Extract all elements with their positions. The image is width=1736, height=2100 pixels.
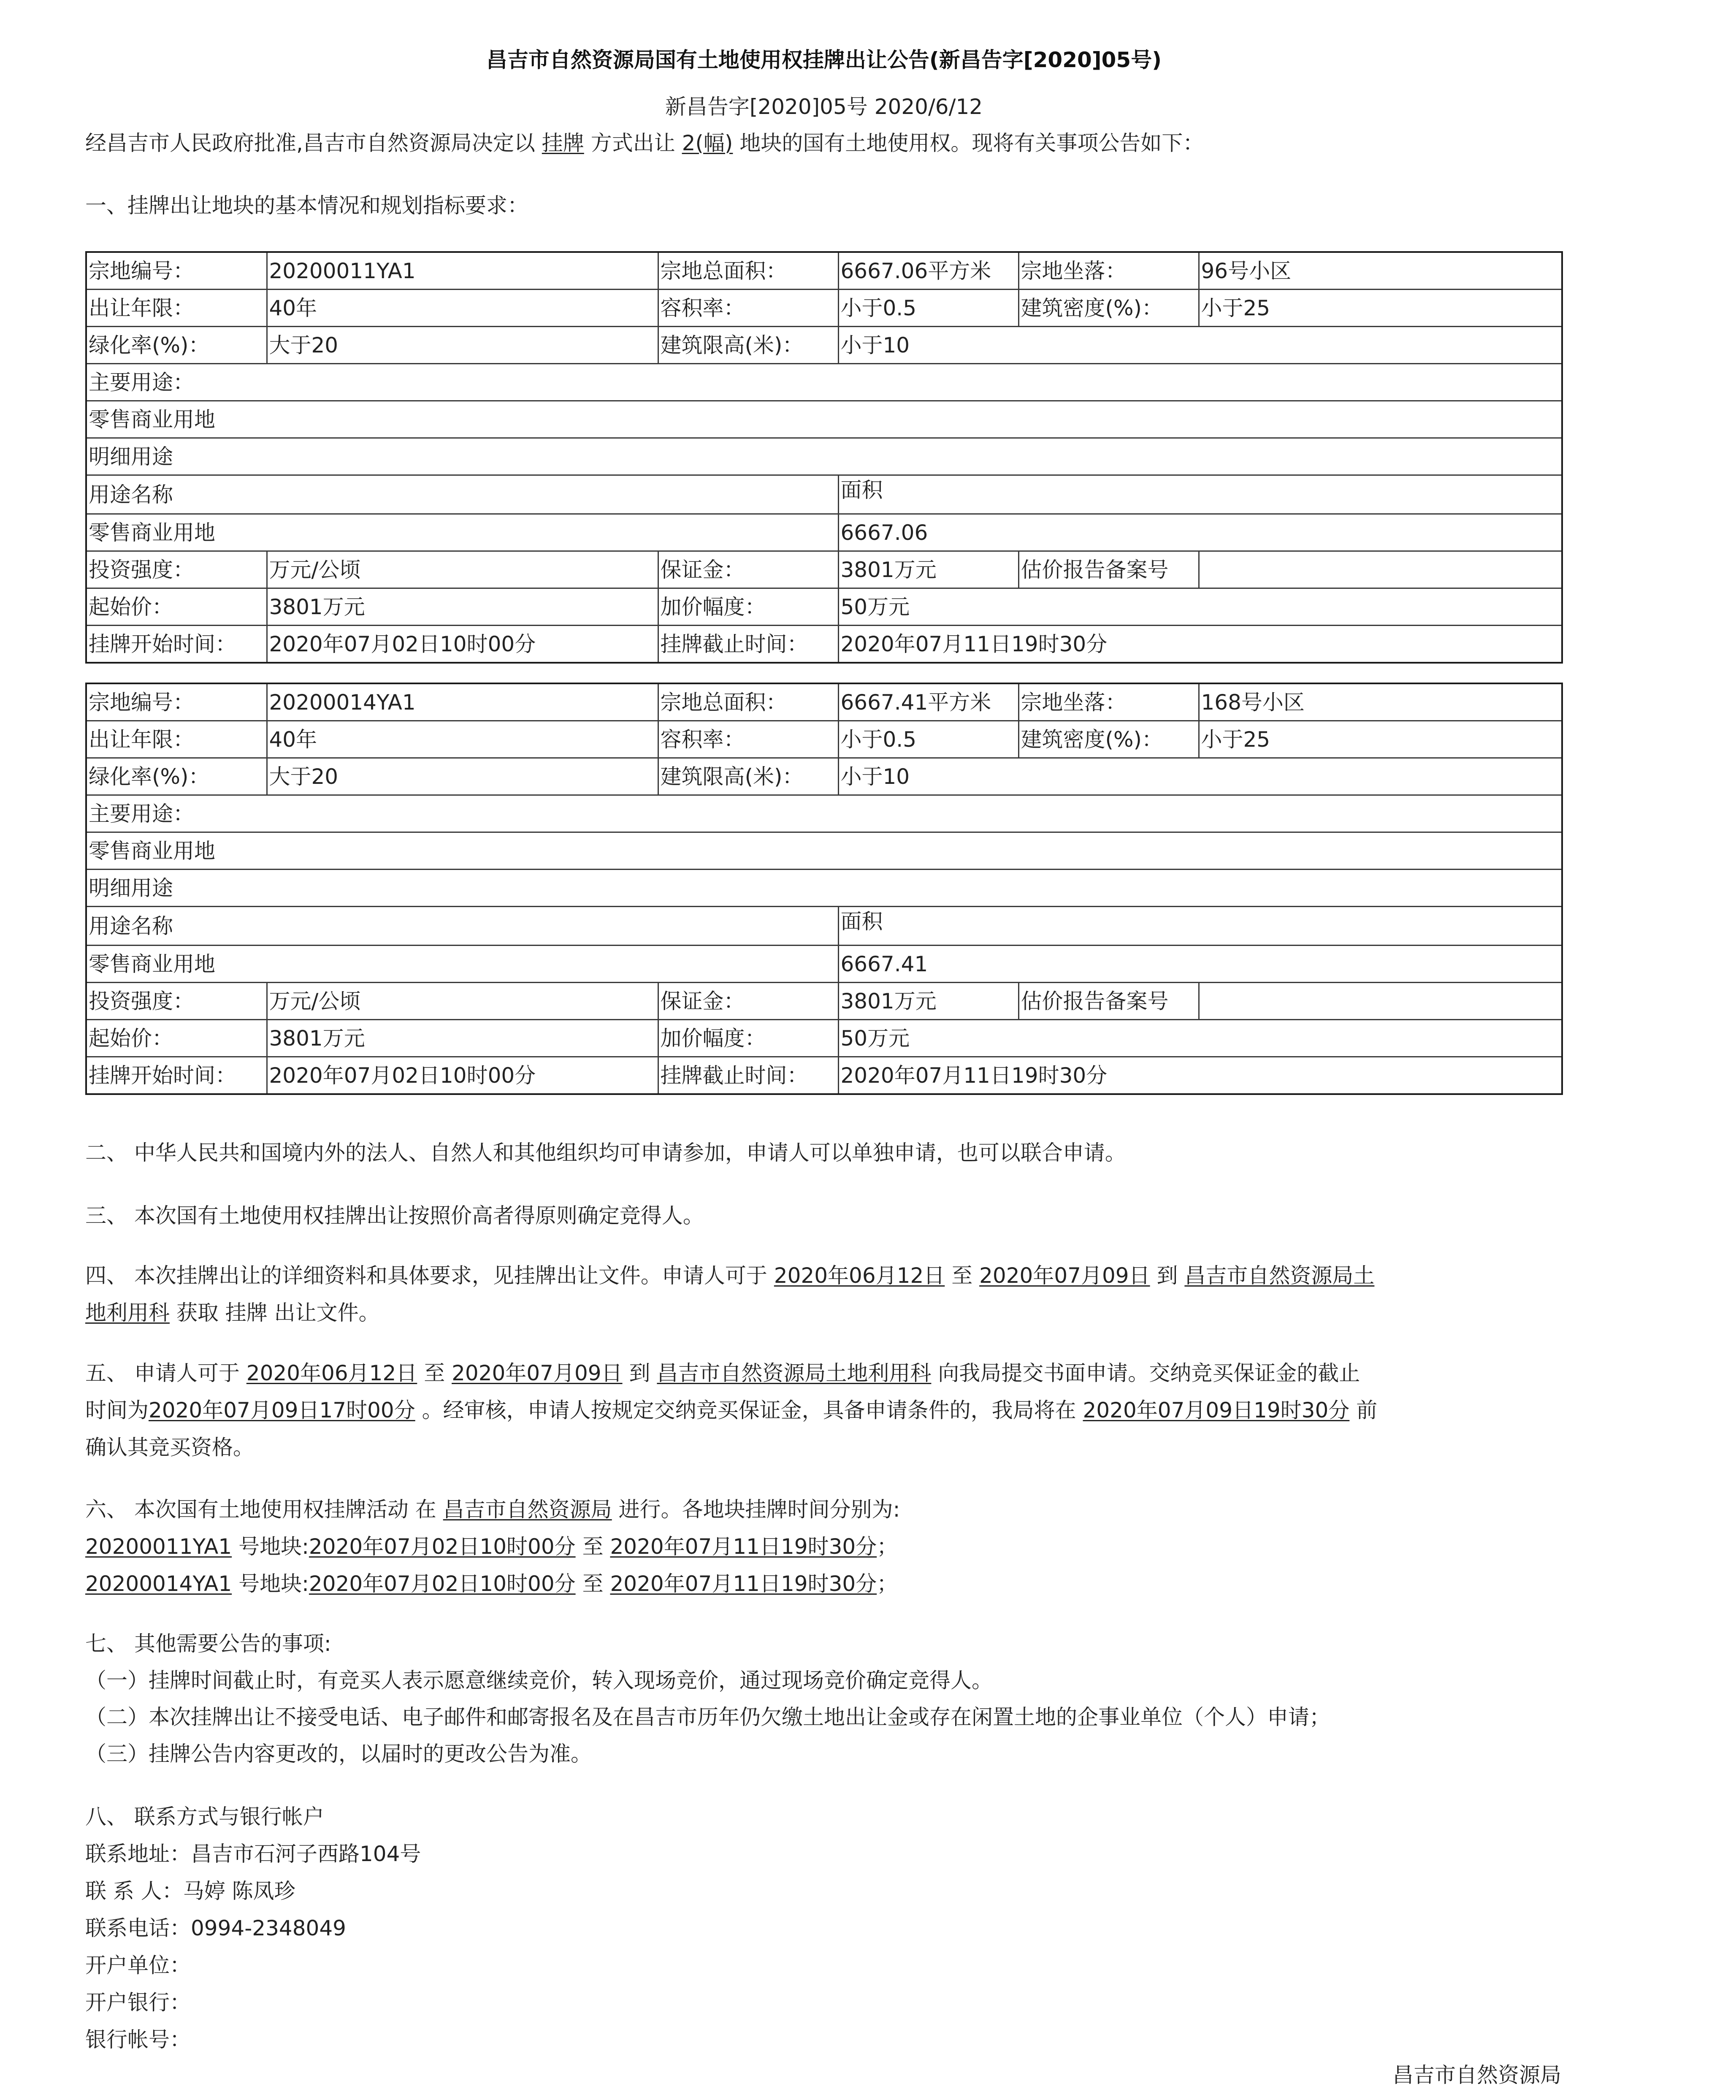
- sale-method-link[interactable]: 挂牌: [542, 131, 584, 155]
- section-5-text: 五、 申请人可于: [85, 1361, 246, 1385]
- table-row: [86, 626, 1562, 663]
- table-row: [86, 1057, 1562, 1095]
- density-value: 小于25: [1199, 721, 1562, 758]
- label-investment: 投资强度：: [86, 983, 267, 1020]
- schedule-to-link[interactable]: 2020年07月11日19时30分: [610, 1572, 877, 1596]
- schedule-text: ；: [877, 1572, 898, 1596]
- label-green: 绿化率(%)：: [86, 327, 267, 364]
- apply-date-to-link[interactable]: 2020年07月09日: [452, 1361, 623, 1385]
- table-row: [86, 1020, 1562, 1057]
- table-row: [86, 364, 1562, 401]
- label-parcel-no: 宗地编号：: [86, 683, 267, 721]
- doc-date-to-link[interactable]: 2020年07月09日: [979, 1263, 1150, 1288]
- section-5-text: 前: [1349, 1398, 1378, 1423]
- label-far: 容积率：: [658, 721, 838, 758]
- increment-value: 50万元: [838, 588, 1562, 626]
- schedule-text: 至: [575, 1534, 610, 1559]
- schedule-parcel-link[interactable]: 20200011YA1: [85, 1534, 232, 1559]
- intro-text-3: 地块的国有土地使用权。现将有关事项公告如下：: [733, 131, 1204, 155]
- section-4-text: 获取 挂牌 出让文件。: [170, 1301, 380, 1325]
- label-location: 宗地坐落：: [1018, 683, 1199, 721]
- label-end-time: 挂牌截止时间：: [658, 1057, 838, 1095]
- area-value: 6667.06: [838, 514, 1562, 551]
- section-4-line-2: [85, 1294, 1563, 1331]
- height-limit-value: 小于10: [838, 327, 1562, 364]
- section-8: [85, 1798, 1563, 2058]
- label-start-time: 挂牌开始时间：: [86, 1057, 267, 1095]
- section-4: [85, 1257, 1563, 1331]
- label-main-use: 主要用途：: [86, 795, 1562, 832]
- table-row: [86, 551, 1562, 588]
- section-4-text: 至: [945, 1263, 980, 1288]
- label-total-area: 宗地总面积：: [658, 252, 838, 290]
- doc-place-link-cont[interactable]: 地利用科: [85, 1301, 170, 1325]
- label-green: 绿化率(%)：: [86, 758, 267, 795]
- account-number: 银行帐号：: [85, 2027, 191, 2052]
- label-main-use: 主要用途：: [86, 364, 1562, 401]
- label-use-name: 用途名称: [86, 907, 838, 946]
- start-time-value: 2020年07月02日10时00分: [267, 626, 658, 663]
- location-value: 96号小区: [1199, 252, 1562, 290]
- table-row: [86, 475, 1562, 514]
- label-total-area: 宗地总面积：: [658, 683, 838, 721]
- height-limit-value: 小于10: [838, 758, 1562, 795]
- deposit-value: 3801万元: [838, 983, 1018, 1020]
- label-appraisal: 估价报告备案号: [1018, 551, 1199, 588]
- section-8-heading: 八、 联系方式与银行帐户: [85, 1805, 324, 1829]
- label-detail-use: 明细用途: [86, 870, 1562, 907]
- section-7-item: （二）本次挂牌出让不接受电话、电子邮件和邮寄报名及在昌吉市历年仍欠缴土地出让金或存在闲置土地的企事业单位（个人）申请；: [85, 1705, 1330, 1729]
- parcel-no-value: 20200011YA1: [267, 252, 658, 290]
- density-value: 小于25: [1199, 290, 1562, 327]
- confirm-time-link[interactable]: 2020年07月09日19时30分: [1083, 1398, 1350, 1423]
- schedule-text: 至: [575, 1572, 610, 1596]
- table-row: [86, 290, 1562, 327]
- investment-value: 万元/公顷: [267, 983, 658, 1020]
- schedule-to-link[interactable]: 2020年07月11日19时30分: [610, 1534, 877, 1559]
- schedule-from-link[interactable]: 2020年07月02日10时00分: [309, 1572, 576, 1596]
- section-6-line-1: [85, 1491, 1563, 1528]
- schedule-from-link[interactable]: 2020年07月02日10时00分: [309, 1534, 576, 1559]
- intro-text-2: 方式出让: [584, 131, 682, 155]
- parcel-table-2: [85, 683, 1563, 1095]
- contact-person: 联 系 人：马婷 陈凤珍: [85, 1879, 295, 1903]
- label-end-time: 挂牌截止时间：: [658, 626, 838, 663]
- far-value: 小于0.5: [838, 290, 1018, 327]
- section-7-item: （一）挂牌时间截止时，有竞买人表示愿意继续竞价，转入现场竞价，通过现场竞价确定竞得人。: [85, 1668, 993, 1693]
- page-title: 昌吉市自然资源局国有土地使用权挂牌出让公告(新昌告字[2020]05号): [486, 48, 1162, 72]
- section-7-heading: 七、 其他需要公告的事项:: [85, 1631, 331, 1656]
- label-appraisal: 估价报告备案号: [1018, 983, 1199, 1020]
- section-1-heading: 一、挂牌出让地块的基本情况和规划指标要求：: [85, 193, 528, 218]
- total-area-value: 6667.41平方米: [838, 683, 1018, 721]
- section-5-line-2: [85, 1392, 1563, 1429]
- schedule-text: ；: [877, 1534, 898, 1559]
- table-row: [86, 795, 1562, 832]
- parcel-table-1: [85, 251, 1563, 664]
- green-value: 大于20: [267, 327, 658, 364]
- start-price-value: 3801万元: [267, 1020, 658, 1057]
- section-4-text: 到: [1150, 1263, 1185, 1288]
- label-start-price: 起始价：: [86, 1020, 267, 1057]
- label-deposit: 保证金：: [658, 983, 838, 1020]
- table-row: [86, 946, 1562, 983]
- table-row: [86, 683, 1562, 721]
- label-location: 宗地坐落：: [1018, 252, 1199, 290]
- use-name-value: 零售商业用地: [86, 514, 838, 551]
- table-row: [86, 514, 1562, 551]
- label-start-time: 挂牌开始时间：: [86, 626, 267, 663]
- section-5: [85, 1355, 1563, 1466]
- label-start-price: 起始价：: [86, 588, 267, 626]
- contact-address: 联系地址：昌吉市石河子西路104号: [85, 1842, 421, 1866]
- section-5-line-3: 确认其竞买资格。: [85, 1435, 254, 1460]
- doc-date-from-link[interactable]: 2020年06月12日: [774, 1263, 945, 1288]
- start-price-value: 3801万元: [267, 588, 658, 626]
- label-area: 面积: [838, 907, 1562, 946]
- use-name-value: 零售商业用地: [86, 946, 838, 983]
- account-unit: 开户单位：: [85, 1953, 191, 1978]
- label-increment: 加价幅度：: [658, 588, 838, 626]
- table-row: [86, 401, 1562, 438]
- table-row: [86, 907, 1562, 946]
- section-4-text: 四、 本次挂牌出让的详细资料和具体要求，见挂牌出让文件。申请人可于: [85, 1263, 774, 1288]
- label-height-limit: 建筑限高(米)：: [658, 758, 838, 795]
- label-deposit: 保证金：: [658, 551, 838, 588]
- venue-link[interactable]: 昌吉市自然资源局: [443, 1497, 612, 1522]
- deposit-deadline-link[interactable]: 2020年07月09日17时00分: [149, 1398, 415, 1423]
- section-6: [85, 1491, 1563, 1602]
- section-5-text: 至: [417, 1361, 452, 1385]
- label-parcel-no: 宗地编号：: [86, 252, 267, 290]
- start-time-value: 2020年07月02日10时00分: [267, 1057, 658, 1095]
- label-use-name: 用途名称: [86, 475, 838, 514]
- account-bank: 开户银行：: [85, 1990, 191, 2015]
- intro-paragraph: [85, 125, 1563, 162]
- issuer-signature: 昌吉市自然资源局: [1392, 2063, 1561, 2087]
- investment-value: 万元/公顷: [267, 551, 658, 588]
- total-area-value: 6667.06平方米: [838, 252, 1018, 290]
- label-investment: 投资强度：: [86, 551, 267, 588]
- section-3: 三、 本次国有土地使用权挂牌出让按照价高者得原则确定竞得人。: [85, 1203, 704, 1228]
- table-row: [86, 870, 1562, 907]
- label-increment: 加价幅度：: [658, 1020, 838, 1057]
- section-5-text: 。经审核，申请人按规定交纳竞买保证金，具备申请条件的，我局将在: [415, 1398, 1083, 1423]
- section-7-item: （三）挂牌公告内容更改的，以届时的更改公告为准。: [85, 1742, 592, 1766]
- notice-number-date: 新昌告字[2020]05号 2020/6/12: [665, 95, 983, 119]
- apply-place-link[interactable]: 昌吉市自然资源局土地利用科: [657, 1361, 932, 1385]
- main-use-value: 零售商业用地: [86, 401, 1562, 438]
- parcel-no-value: 20200014YA1: [267, 683, 658, 721]
- far-value: 小于0.5: [838, 721, 1018, 758]
- table-row: [86, 327, 1562, 364]
- table-row: [86, 721, 1562, 758]
- green-value: 大于20: [267, 758, 658, 795]
- section-4-line-1: [85, 1257, 1563, 1294]
- label-detail-use: 明细用途: [86, 438, 1562, 475]
- label-term: 出让年限：: [86, 290, 267, 327]
- contact-phone: 联系电话：0994-2348049: [85, 1916, 346, 1940]
- term-value: 40年: [267, 290, 658, 327]
- intro-text-1: 经昌吉市人民政府批准,昌吉市自然资源局决定以: [85, 131, 542, 155]
- term-value: 40年: [267, 721, 658, 758]
- schedule-text: 号地块:: [232, 1534, 309, 1559]
- table-row: [86, 252, 1562, 290]
- table-row: [86, 758, 1562, 795]
- schedule-parcel-link[interactable]: 20200014YA1: [85, 1572, 232, 1596]
- deposit-value: 3801万元: [838, 551, 1018, 588]
- schedule-text: 号地块:: [232, 1572, 309, 1596]
- section-6-text: 六、 本次国有土地使用权挂牌活动 在: [85, 1497, 443, 1522]
- appraisal-value: [1199, 551, 1562, 588]
- section-5-line-1: [85, 1355, 1563, 1392]
- area-value: 6667.41: [838, 946, 1562, 983]
- table-row: [86, 438, 1562, 475]
- section-5-text: 到: [622, 1361, 657, 1385]
- end-time-value: 2020年07月11日19时30分: [838, 1057, 1562, 1095]
- location-value: 168号小区: [1199, 683, 1562, 721]
- section-5-text: 向我局提交书面申请。交纳竞买保证金的截止: [931, 1361, 1360, 1385]
- doc-place-link[interactable]: 昌吉市自然资源局土: [1184, 1263, 1375, 1288]
- main-use-value: 零售商业用地: [86, 832, 1562, 870]
- section-5-text: 时间为: [85, 1398, 149, 1423]
- section-6-text: 进行。各地块挂牌时间分别为:: [612, 1497, 900, 1522]
- label-height-limit: 建筑限高(米)：: [658, 327, 838, 364]
- apply-date-from-link[interactable]: 2020年06月12日: [246, 1361, 417, 1385]
- section-2: 二、 中华人民共和国境内外的法人、自然人和其他组织均可申请参加，申请人可以单独申请，也可以联合申请。: [85, 1141, 1126, 1165]
- schedule-row: [85, 1528, 1563, 1565]
- table-row: [86, 983, 1562, 1020]
- label-density: 建筑密度(%)：: [1018, 721, 1199, 758]
- label-area: 面积: [838, 475, 1562, 514]
- label-density: 建筑密度(%)：: [1018, 290, 1199, 327]
- increment-value: 50万元: [838, 1020, 1562, 1057]
- end-time-value: 2020年07月11日19时30分: [838, 626, 1562, 663]
- label-term: 出让年限：: [86, 721, 267, 758]
- section-7: [85, 1626, 1563, 1772]
- table-row: [86, 832, 1562, 870]
- table-row: [86, 588, 1562, 626]
- appraisal-value: [1199, 983, 1562, 1020]
- schedule-row: [85, 1565, 1563, 1602]
- parcel-count-link[interactable]: 2(幅): [682, 131, 733, 155]
- label-far: 容积率：: [658, 290, 838, 327]
